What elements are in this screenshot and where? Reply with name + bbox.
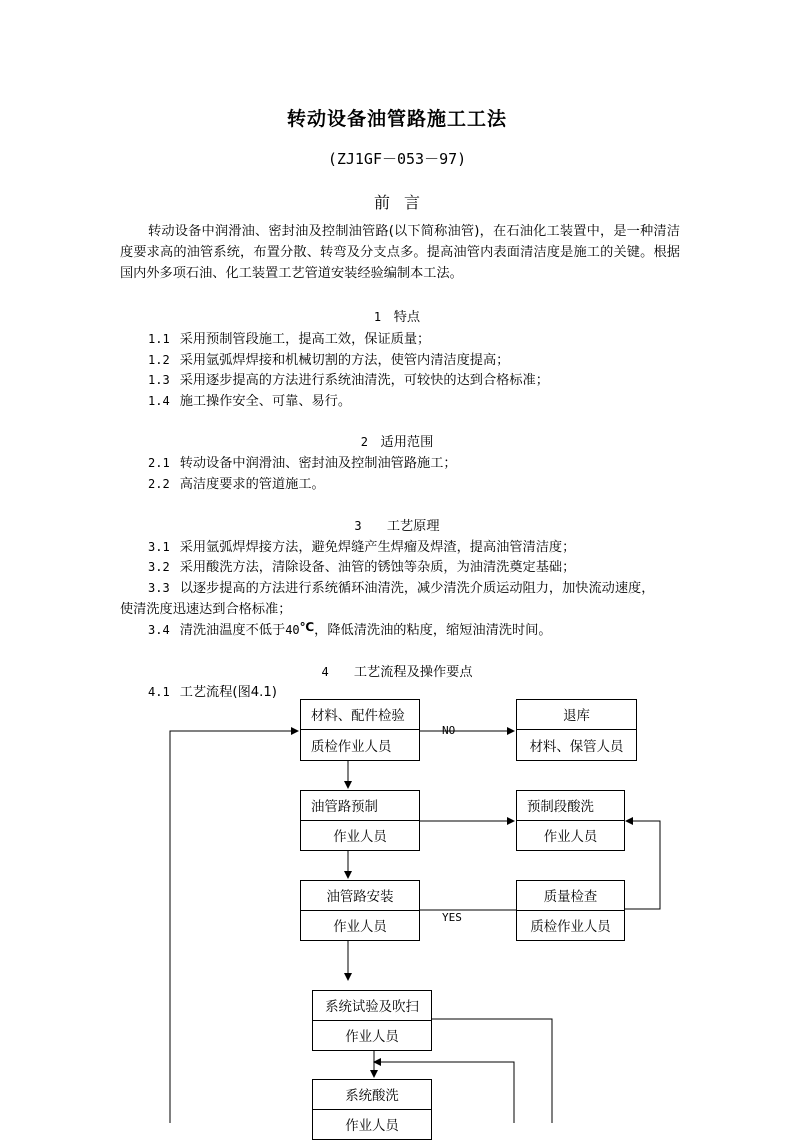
- box-title: 油管路安装: [301, 881, 419, 911]
- section-heading-1: [0, 306, 794, 325]
- box-role: 作业人员: [333, 919, 387, 935]
- section-title: 适用范围: [380, 435, 434, 450]
- item-number: 1.4: [148, 394, 170, 408]
- list-item: [148, 349, 509, 368]
- section-number: 4: [321, 665, 329, 679]
- item-text: 以逐步提高的方法进行系统循环油清洗，减少清洗介质运动阻力，加快流动速度，: [179, 581, 655, 596]
- item-text: 采用氩弧焊焊接方法，避免焊缝产生焊瘤及焊渣，提高油管清洁度；: [179, 540, 576, 555]
- temperature-unit: ℃: [299, 620, 315, 634]
- flow-box-quality-check: [516, 880, 625, 941]
- box-role: 质检作业人员: [311, 739, 392, 755]
- section-number: 3: [354, 519, 362, 533]
- box-role: 作业人员: [333, 829, 387, 845]
- item-number: 4.1: [148, 685, 170, 699]
- list-item: [148, 390, 351, 409]
- flow-box-section-pickling: [516, 790, 625, 851]
- box-role: 质检作业人员: [530, 919, 611, 935]
- list-item: [148, 619, 552, 638]
- item-text: 采用预制管段施工，提高工效，保证质量；: [179, 332, 431, 347]
- box-title: 质量检查: [517, 881, 624, 911]
- preface-heading: 前言: [373, 193, 434, 212]
- list-item: [148, 473, 325, 492]
- section-heading-2: [0, 431, 794, 450]
- box-title: 油管路预制: [301, 791, 419, 821]
- list-item: [148, 536, 575, 555]
- list-item: [148, 577, 654, 596]
- list-item: [148, 328, 430, 347]
- item-text: 采用氩弧焊焊接和机械切割的方法，使管内清洁度提高；: [179, 353, 510, 368]
- item-number: 3.2: [148, 560, 170, 574]
- flow-box-system-test: [312, 990, 432, 1051]
- box-title: 退库: [517, 700, 636, 730]
- flow-box-prefab: [300, 790, 420, 851]
- item-number: 3.1: [148, 540, 170, 554]
- box-role: 作业人员: [543, 829, 598, 845]
- item-text: 施工操作安全、可靠、易行。: [179, 394, 352, 409]
- item-text: 采用酸洗方法，清除设备、油管的锈蚀等杂质，为油清洗奠定基础；: [179, 560, 576, 575]
- item-text: 使清洗度迅速达到合格标准；: [120, 602, 292, 617]
- item-number: 3.4: [148, 623, 170, 637]
- item-number: 1.3: [148, 373, 170, 387]
- flow-box-return-stock: [516, 699, 637, 761]
- item-text: 清洗油温度不低于: [179, 623, 286, 638]
- box-title: 系统试验及吹扫: [313, 991, 431, 1021]
- list-item: [148, 369, 549, 388]
- item-number: 2.1: [148, 456, 170, 470]
- item-number: 2.2: [148, 477, 170, 491]
- flow-box-inspection: [300, 699, 420, 761]
- section-title: 工艺流程及操作要点: [353, 665, 473, 680]
- label-no: NO: [442, 724, 456, 737]
- item-text: 转动设备中润滑油、密封油及控制油管路施工；: [179, 456, 457, 471]
- item-number: 1.2: [148, 353, 170, 367]
- section-heading-3: [0, 515, 794, 534]
- intro-paragraph: 转动设备中润滑油、密封油及控制油管路(以下简称油管)，在石油化工装置中，是一种清洁度要求高的油管系统，布置分散、转弯及分支点多。提高油管内表面清洁度是施工的关键。根据国内外多项石油、化工装置工艺管道安装经验编制本工法。: [120, 224, 680, 281]
- list-item: [148, 452, 457, 471]
- item-text: 高洁度要求的管道施工。: [179, 477, 325, 492]
- item-number: 1.1: [148, 332, 170, 346]
- item-number: 3.3: [148, 581, 170, 595]
- list-item: [148, 681, 277, 700]
- connector-loop: [625, 821, 660, 909]
- list-item-continuation: [120, 598, 291, 617]
- list-item: [148, 556, 575, 575]
- box-role: 作业人员: [345, 1029, 399, 1045]
- connector-feed: [170, 731, 298, 1123]
- section-heading-4: [0, 661, 794, 680]
- temperature-value: 40: [285, 623, 300, 637]
- item-text: 采用逐步提高的方法进行系统油清洗，可较快的达到合格标准；: [179, 373, 549, 388]
- section-number: 2: [360, 435, 368, 449]
- document-title: 转动设备油管路施工工法: [286, 108, 507, 130]
- box-role: 材料、保管人员: [529, 739, 624, 755]
- box-title: 材料、配件检验: [301, 700, 419, 730]
- flow-box-system-pickling: [312, 1079, 432, 1140]
- connector-return: [432, 1019, 552, 1123]
- section-number: 1: [373, 310, 382, 324]
- section-title: 特点: [393, 310, 421, 325]
- item-text: 工艺流程(图4.1): [179, 685, 277, 700]
- document-code: (ZJ1GF－053－97): [327, 150, 467, 168]
- section-title: 工艺原理: [386, 519, 440, 534]
- item-text: ，降低清洗油的粘度，缩短油清洗时间。: [314, 623, 552, 638]
- box-title: 系统酸洗: [313, 1080, 431, 1110]
- box-title: 预制段酸洗: [517, 791, 624, 821]
- box-role: 作业人员: [345, 1118, 399, 1134]
- flow-box-installation: [300, 880, 420, 941]
- label-yes: YES: [442, 911, 462, 924]
